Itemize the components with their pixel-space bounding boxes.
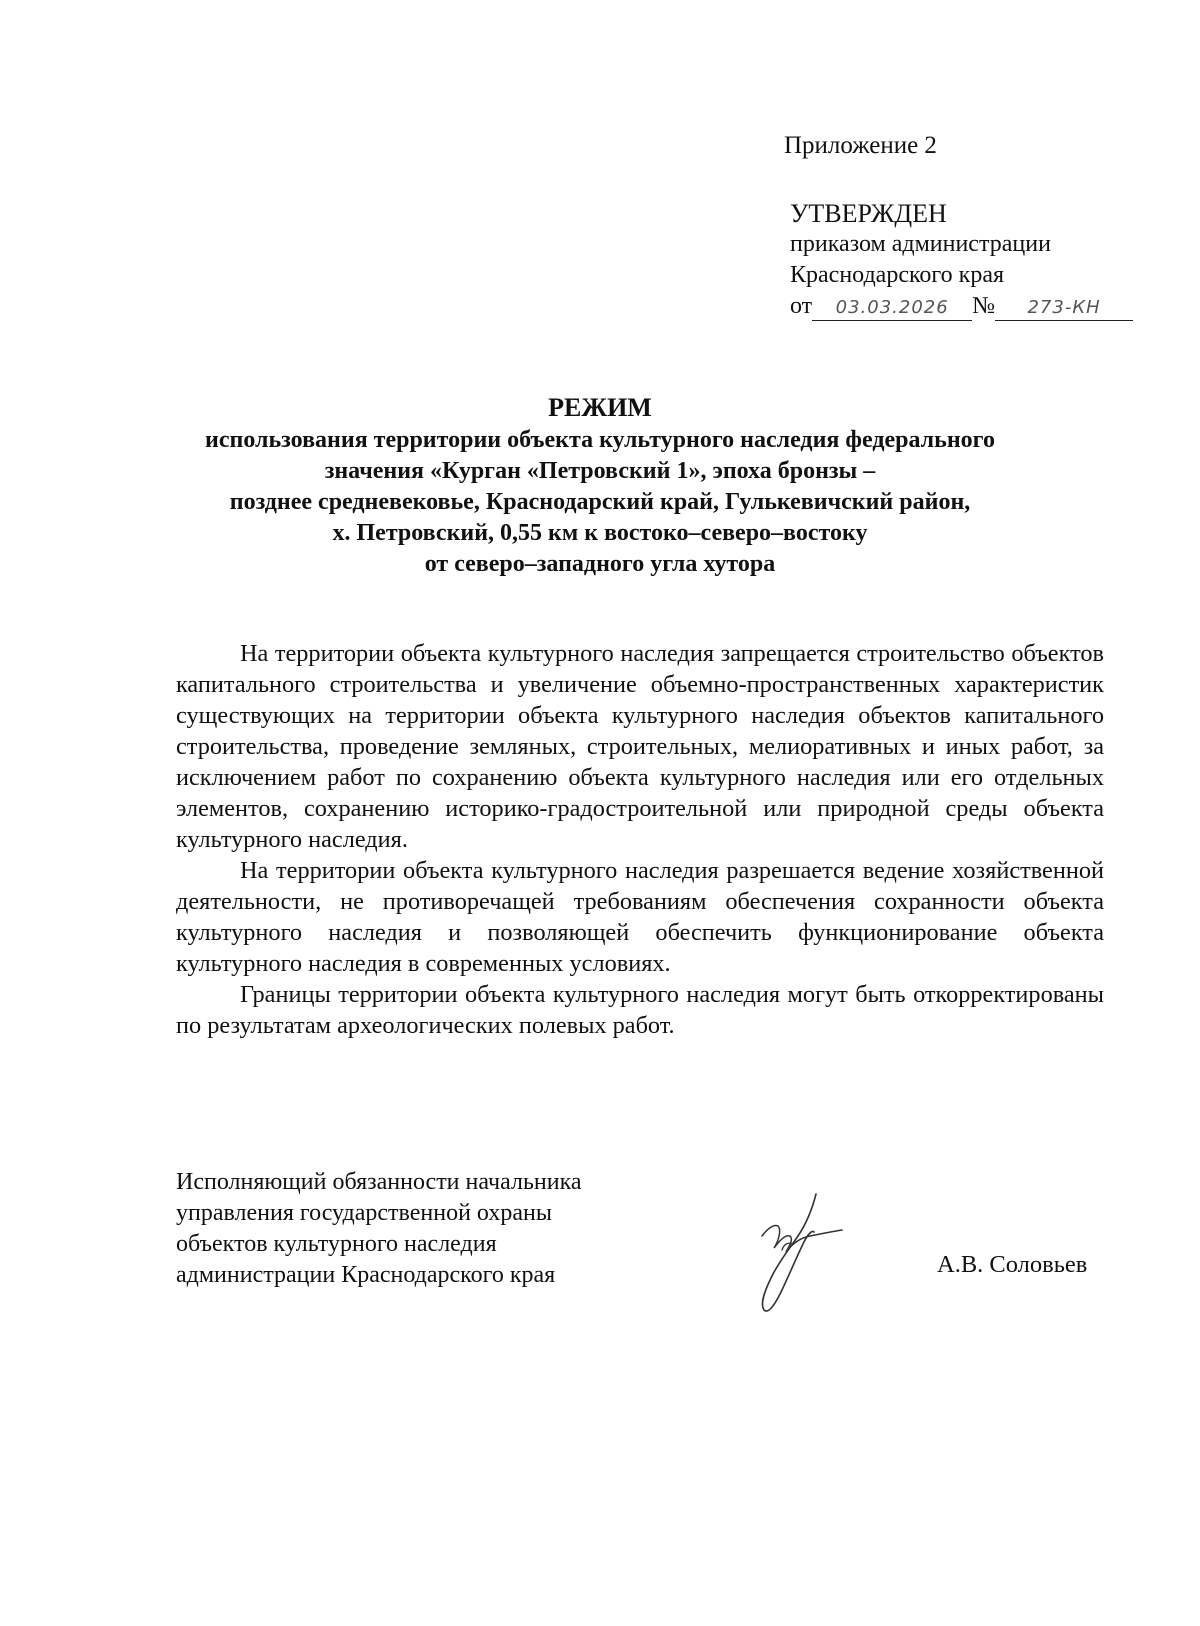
signer-position-line: администрации Краснодарского края	[176, 1262, 556, 1288]
approval-stamp	[790, 198, 1133, 322]
body-paragraph: Границы территории объекта культурного наследия могут быть откорректированы по результатам археологических полевых работ.	[176, 981, 1104, 1039]
signer-position-line: управления государственной охраны	[176, 1200, 552, 1226]
title-line: позднее средневековье, Краснодарский край, Гулькевичский район,	[229, 489, 971, 515]
approval-line-1: приказом администрации	[790, 231, 1051, 257]
approval-date-row	[790, 291, 1133, 322]
title-line: х. Петровский, 0,55 км к востоко–северо–востоку	[332, 520, 868, 546]
signer-position-line: объектов культурного наследия	[176, 1231, 497, 1257]
title-line: использования территории объекта культурного наследия федерального	[205, 427, 995, 453]
number-prefix: №	[972, 293, 996, 319]
body-paragraph: На территории объекта культурного наследия запрещается строительство объектов капитального строительства и увеличение объемно-пространственных характеристик существующих на территории объекта культурного наследия объектов капитального строительства, проведение земляных, строительных, мелиоративных и иных работ, за исключением работ по сохранению объекта культурного наследия или его отдельных элементов, сохранению историко-градостроительной или природной среды объекта культурного наследия.	[176, 640, 1104, 853]
title-line: от северо–западного угла хутора	[424, 551, 776, 577]
appendix-label: Приложение 2	[784, 132, 937, 159]
approval-line-2: Краснодарского края	[790, 262, 1005, 288]
approved-label: УТВЕРЖДЕН	[790, 199, 947, 228]
body-text	[176, 638, 1104, 1041]
signer-position-line: Исполняющий обязанности начальника	[176, 1169, 582, 1195]
handwritten-signature	[754, 1190, 849, 1315]
body-paragraph: На территории объекта культурного наследия разрешается ведение хозяйственной деятельности, не противоречащей требованиям обеспечения сохранности объекта культурного наследия и позволяющей обеспечить функционирование объекта культурного наследия в современных условиях.	[176, 857, 1104, 977]
date-prefix: от	[790, 293, 813, 319]
number-handwritten: 273-КН	[1027, 297, 1101, 318]
title-line: значения «Курган «Петровский 1», эпоха бронзы –	[324, 458, 876, 484]
document-title	[150, 392, 1050, 580]
signer-name: А.В. Соловьев	[937, 1251, 1088, 1278]
signer-position	[176, 1167, 582, 1291]
title-heading: РЕЖИМ	[548, 393, 652, 422]
date-handwritten: 03.03.2026	[835, 297, 949, 318]
